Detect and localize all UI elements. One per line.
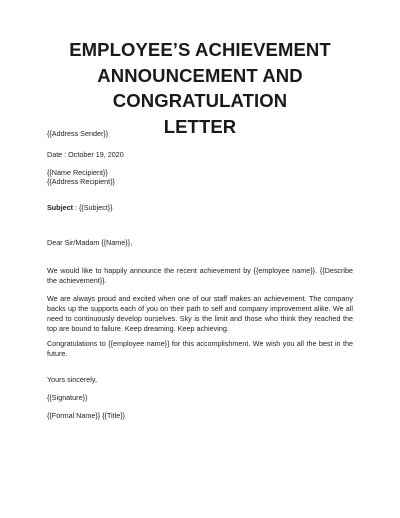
recipient-name: {{Name Recipient}} xyxy=(47,168,108,177)
recipient-address: {{Address Recipient}} xyxy=(47,177,115,186)
document-title xyxy=(47,0,353,139)
subject-line xyxy=(47,203,353,213)
title-line-2: ANNOUNCEMENT AND CONGRATULATION xyxy=(97,64,303,111)
title-line-3: LETTER xyxy=(163,115,237,137)
subject-label: Subject xyxy=(47,203,73,212)
title-line-1: EMPLOYEE’S ACHIEVEMENT xyxy=(69,39,331,60)
letter-date: Date : October 19, 2020 xyxy=(47,150,124,159)
closing: Yours sincerely, xyxy=(47,375,97,384)
paragraph-encouragement: We are always proud and excited when one of our staff makes an achievement. The company backs up the supports each of you on their path to self and company improvement alike. We all need to continuously develop ourselves. Sky is the limit and those who think they reached the top are bound to failure. Keep dreaming. Keep achieving. xyxy=(47,294,353,333)
paragraph-announcement: We would like to happily announce the recent achievement by {{employee name}}. {{Describe the achievement}}. xyxy=(47,266,353,285)
formal-name-title: {{Formal Name}} {{Title}} xyxy=(47,411,126,420)
subject-value: : {{Subject}} xyxy=(72,203,113,212)
sender-address: {{Address Sender}} xyxy=(47,129,109,138)
salutation: Dear Sir/Madam {{Name}}, xyxy=(47,238,133,247)
signature-placeholder: {{Signature}} xyxy=(47,393,88,402)
paragraph-congratulations: Congratulations to {{employee name}} for this accomplishment. We wish you all the best in the future. xyxy=(47,339,353,358)
